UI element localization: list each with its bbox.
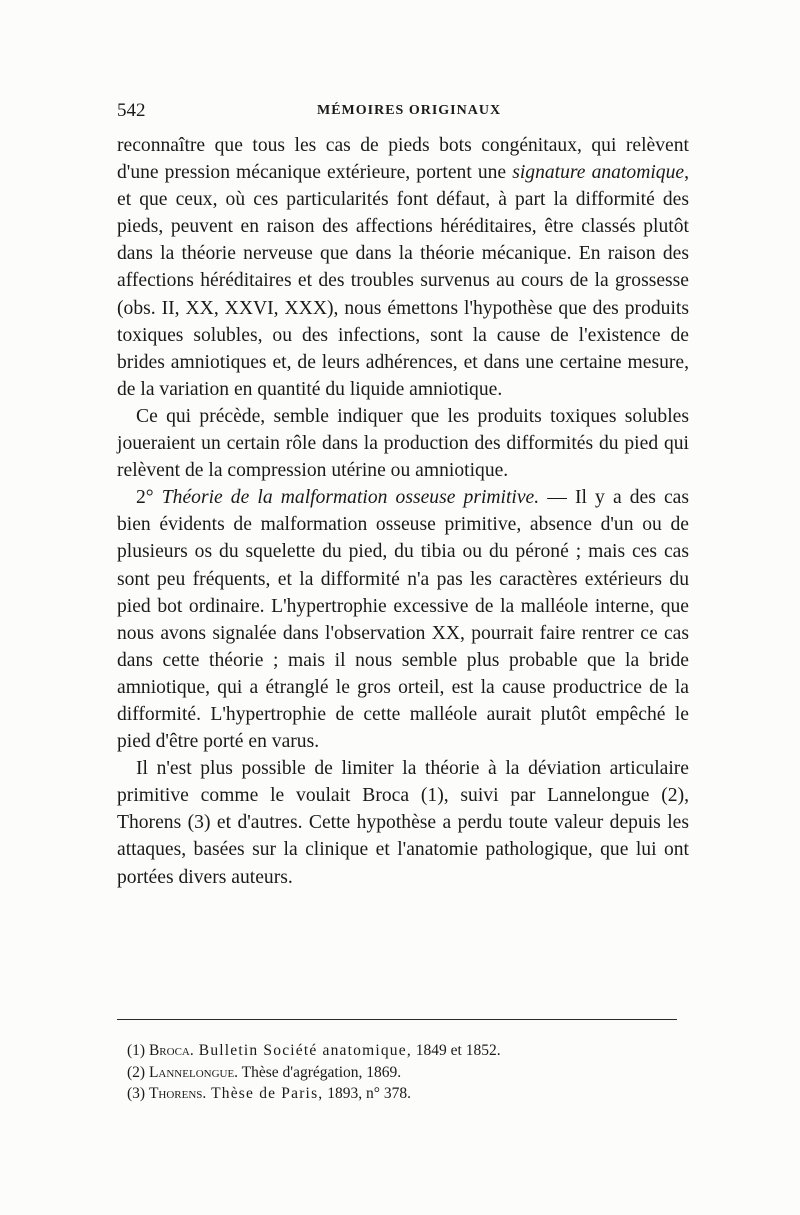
- footnote-author: Lannelongue.: [148, 1063, 239, 1081]
- section-heading: Théorie de la malformation osseuse primitive.: [161, 487, 540, 509]
- footnote-3: [127, 1083, 687, 1105]
- footnote-details: 1893, n° 378.: [323, 1085, 411, 1102]
- footnote-number: (3): [127, 1085, 149, 1102]
- paragraph-2: Ce qui précède, semble indiquer que les produits toxiques solubles joueraient un certain rôle dans la production des difformités du pied qui relèvent de la compression utérine ou amniotique.: [117, 405, 689, 482]
- footnote-1: [127, 1040, 687, 1062]
- paragraph-1: [117, 132, 689, 403]
- footnote-title: Bulletin Société anatomique,: [193, 1042, 412, 1059]
- footnote-2: [127, 1062, 687, 1084]
- footnote-title: Thèse de Paris,: [206, 1085, 324, 1102]
- body-text: [117, 132, 689, 891]
- paragraph-1-emphasis: signature anatomique: [512, 162, 685, 184]
- footnote-number: (1): [127, 1042, 149, 1059]
- section-number: 2°: [136, 487, 162, 509]
- footnotes: [127, 1040, 687, 1105]
- paragraph-3-text: — Il y a des cas bien évidents de malformation osseuse primitive, absence d'un ou de plusieurs os du squelette du pied, du tibia ou du péroné ; mais ces cas sont peu fréquents, et la difformité n'a pas les caractères extérieurs du pied bot ordinaire. L'hypertrophie excessive de la malléole interne, que nous avons signalée dans l'observation XX, pourrait faire rentrer ce cas dans cette théorie ; mais il nous semble plus probable que la bride amniotique, qui a étranglé le gros orteil, est la cause productrice de la difformité. L'hypertrophie de cette malléole aurait plutôt empêché le pied d'être porté en varus.: [117, 487, 690, 753]
- paragraph-3: [117, 484, 689, 755]
- footnote-number: (2): [127, 1063, 149, 1081]
- paragraph-1-text-a: reconnaître que tous les cas de pieds bots congénitaux, qui relèvent d'une pression mécanique extérieure, portent une: [117, 135, 689, 184]
- footnote-details: 1849 et 1852.: [411, 1042, 501, 1059]
- footnote-author: Thorens.: [148, 1085, 207, 1102]
- footnote-title: Thèse d'agrégation,: [238, 1063, 363, 1081]
- footnote-details: 1869.: [362, 1063, 402, 1081]
- footnote-divider: [117, 1019, 677, 1020]
- running-title: MÉMOIRES ORIGINAUX: [317, 103, 502, 118]
- paragraph-1-text-b: , et que ceux, où ces particularités font défaut, à part la difformité des pieds, peuvent en raison des affections héréditaires, être classés plutôt dans la théorie nerveuse que dans la théorie mécanique. En raison des affections héréditaires et des troubles survenus au cours de la grossesse (obs. II, XX, XXVI, XXX), nous émettons l'hypothèse que des produits toxiques solubles, ou des infections, sont la cause de l'existence de brides amniotiques et, de leurs adhérences, et dans une certaine mesure, de la variation en quantité du liquide amniotique.: [117, 162, 689, 400]
- page-header: [117, 100, 697, 124]
- paragraph-4: Il n'est plus possible de limiter la théorie à la déviation articulaire primitive comme le voulait Broca (1), suivi par Lannelongue (2), Thorens (3) et d'autres. Cette hypothèse a perdu toute valeur depuis les attaques, basées sur la clinique et l'anatomie pathologique, que lui ont portées divers auteurs.: [117, 758, 689, 888]
- page-number: 542: [117, 100, 146, 121]
- footnote-author: Broca.: [148, 1042, 194, 1059]
